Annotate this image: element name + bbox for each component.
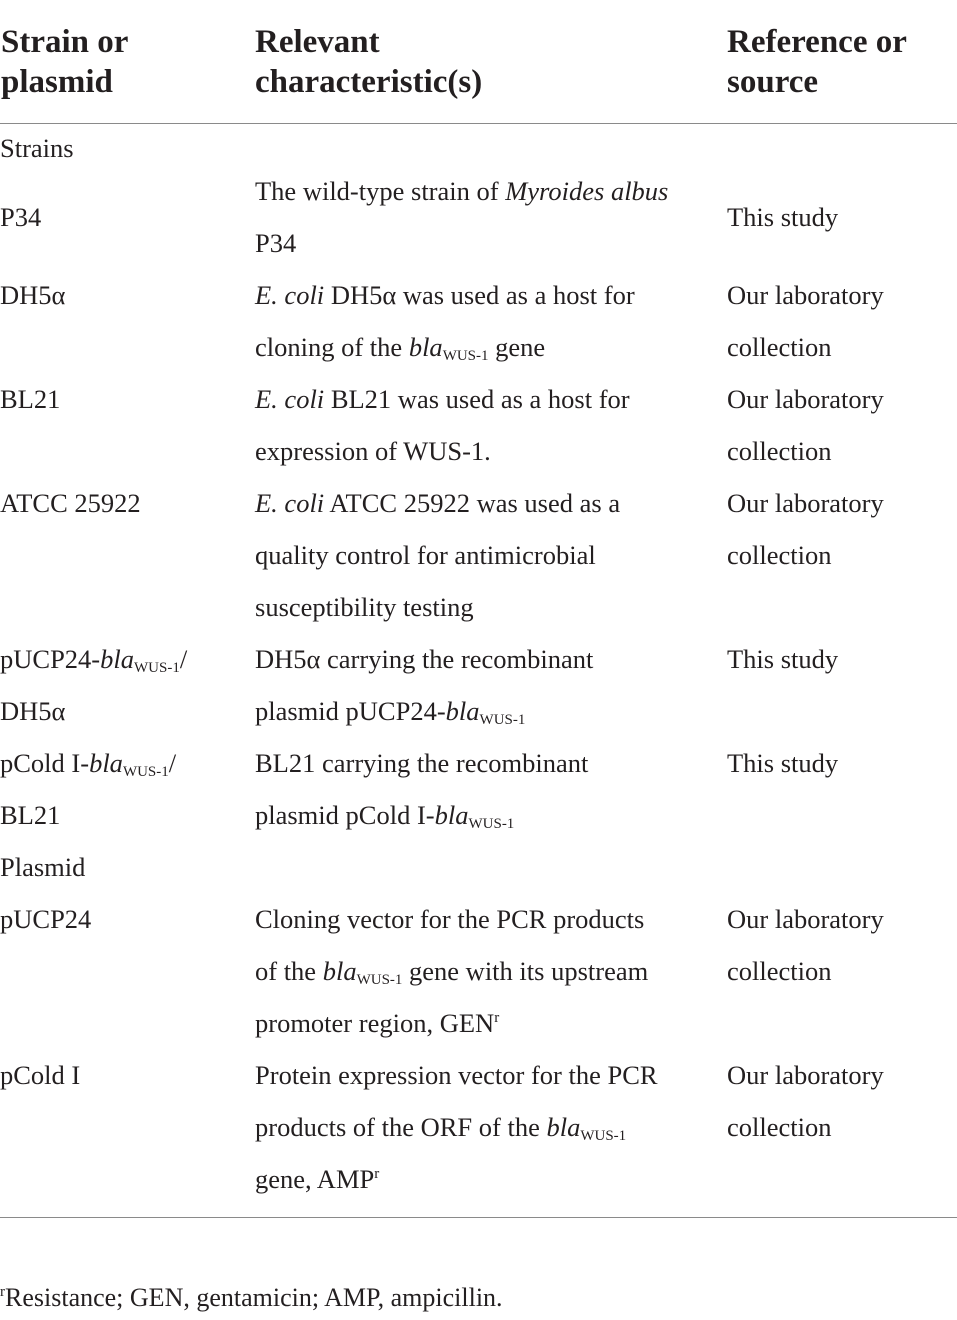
strain-description: E. coli ATCC 25922 was used as a quality control for antimicrobial susceptibility testing xyxy=(255,488,621,622)
strain-name: ATCC 25922 xyxy=(0,488,141,518)
section-label: Plasmid xyxy=(0,852,86,882)
strain-source: This study xyxy=(727,748,839,778)
table-row xyxy=(0,1049,957,1205)
plasmid-name: pUCP24 xyxy=(0,904,92,934)
table-row xyxy=(0,893,957,1049)
header-relevant-characteristics: Relevant characteristic(s) xyxy=(255,24,483,100)
strain-source: Our laboratory collection xyxy=(727,280,884,362)
table-row xyxy=(0,477,957,633)
footnote-marker: r xyxy=(0,1284,5,1300)
table-row xyxy=(0,269,957,373)
footnote-text: Resistance; GEN, gentamicin; AMP, ampicillin. xyxy=(5,1283,503,1312)
table-row xyxy=(0,373,957,477)
header-reference-or-source: Reference or source xyxy=(727,24,907,100)
header-rule xyxy=(0,123,957,124)
section-strains xyxy=(0,131,957,165)
plasmid-description: Cloning vector for the PCR products of the bla$_{WUS-1}$ gene with its upstream promoter region, GEN$^r$ xyxy=(255,904,649,1038)
section-plasmid xyxy=(0,841,957,893)
table-body xyxy=(0,131,957,1205)
strain-source: Our laboratory collection xyxy=(727,488,884,570)
table-row xyxy=(0,737,957,841)
bottom-rule xyxy=(0,1217,957,1218)
strain-description: E. coli BL21 was used as a host for expression of WUS-1. xyxy=(255,384,630,466)
strain-name: DH5α xyxy=(0,280,66,310)
strain-name: BL21 xyxy=(0,384,61,414)
plasmid-source: Our laboratory collection xyxy=(727,904,884,986)
strain-description: BL21 carrying the recombinant plasmid pCold I-bla$_{WUS-1}$ xyxy=(255,748,589,832)
header-strain-or-plasmid: Strain or plasmid xyxy=(1,24,129,100)
table-footnote xyxy=(0,1282,957,1314)
strain-source: Our laboratory collection xyxy=(727,384,884,466)
strain-description: DH5α carrying the recombinant plasmid pUCP24-bla$_{WUS-1}$ xyxy=(255,644,594,728)
plasmid-description: Protein expression vector for the PCR products of the ORF of the bla$_{WUS-1}$ gene, AMP$^r$ xyxy=(255,1060,658,1194)
table-header xyxy=(0,22,957,102)
strain-name: pCold I-bla$_{WUS-1}$/ BL21 xyxy=(0,748,177,830)
strain-source: This study xyxy=(727,644,839,674)
strain-source: This study xyxy=(727,202,839,232)
table-row xyxy=(0,165,957,269)
section-label: Strains xyxy=(0,133,74,163)
strain-description: The wild-type strain of Myroides albus P34 xyxy=(255,176,669,258)
strain-name: pUCP24-bla$_{WUS-1}$/ DH5α xyxy=(0,644,188,726)
strain-description: E. coli DH5α was used as a host for cloning of the bla$_{WUS-1}$ gene xyxy=(255,280,635,364)
plasmid-source: Our laboratory collection xyxy=(727,1060,884,1142)
plasmid-name: pCold I xyxy=(0,1060,81,1090)
strain-name: P34 xyxy=(0,202,42,232)
table-row xyxy=(0,633,957,737)
